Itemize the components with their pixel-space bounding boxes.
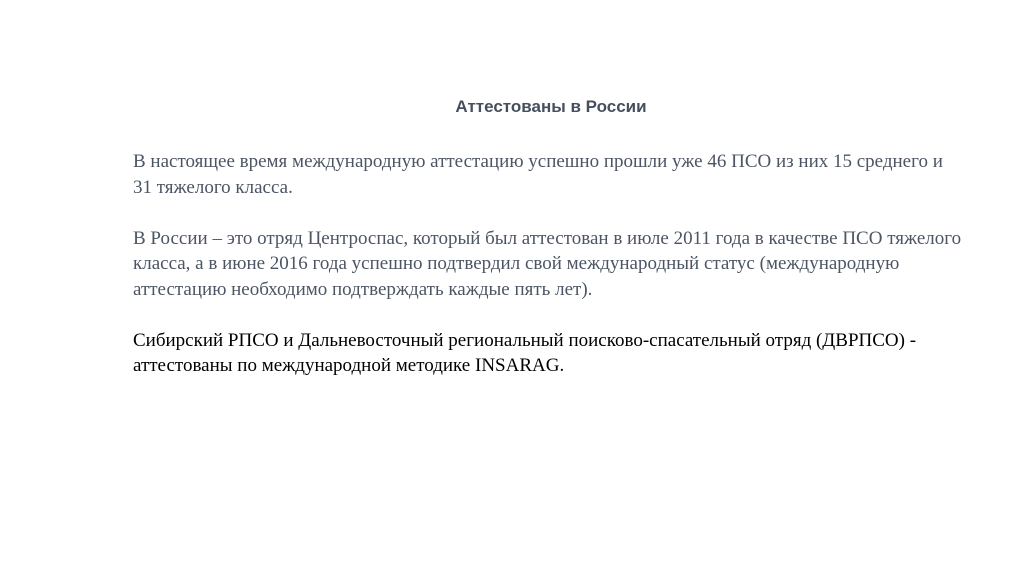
- paragraph-centrospas: В России – это отряд Центроспас, который был аттестован в июле 2011 года в качестве ПСО тяжелого класса, а в июне 2016 года успешно подтвердил свой международный статус (международную аттестацию необходимо подтверждать каждые пять лет).: [133, 227, 962, 300]
- slide-body: [133, 149, 963, 404]
- slide-title: Аттестованы в России: [455, 97, 647, 116]
- paragraph-siberian-far-eastern-units: Сибирский РПСО и Дальневосточный региональный поисково-спасательный отряд (ДВРПСО) - аттестованы по международной методике INSARAG.: [133, 329, 917, 376]
- paragraph-international-certification: В настоящее время международную аттестацию успешно прошли уже 46 ПСО из них 15 среднего и 31 тяжелого класса.: [133, 151, 943, 198]
